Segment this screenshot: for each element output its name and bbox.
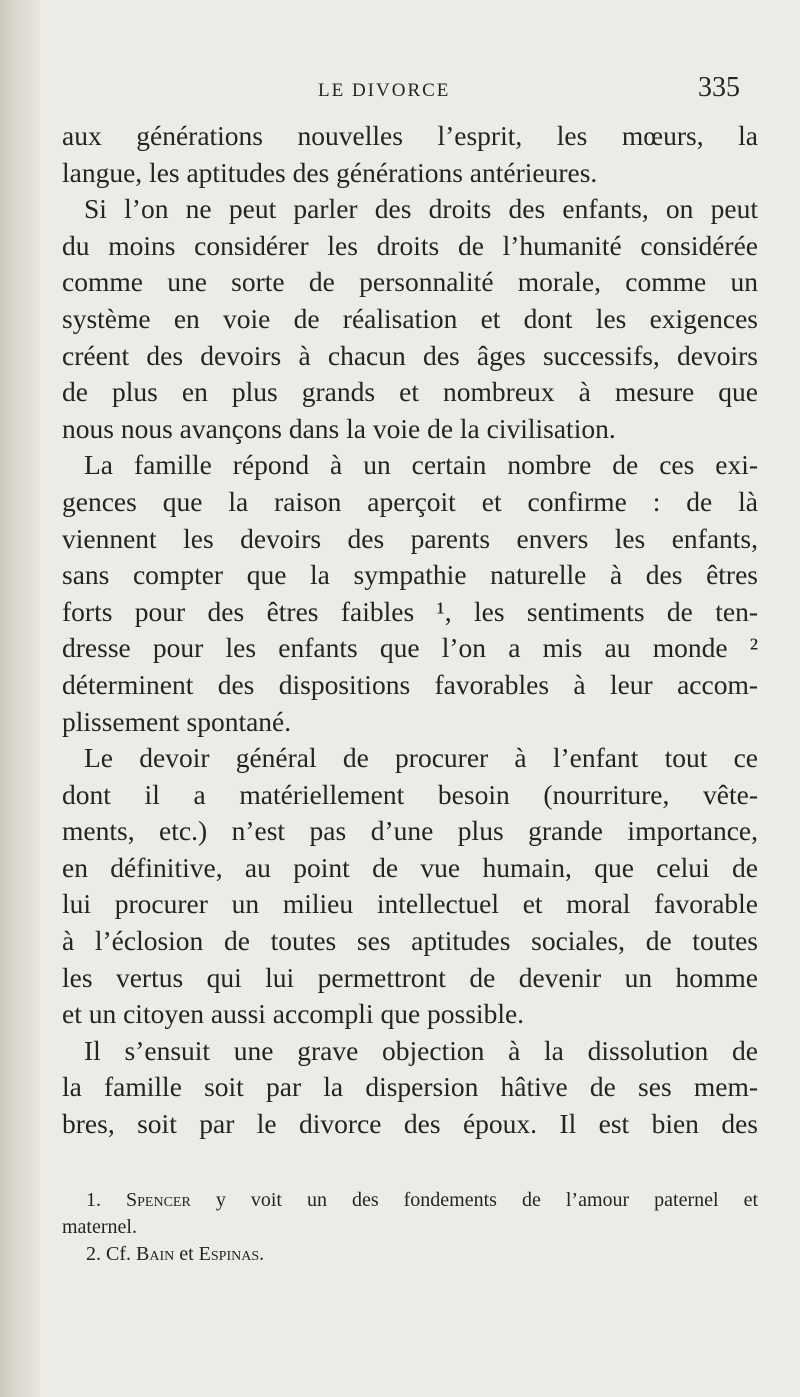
text-line: La famille répond à un certain nombre de ces exi- [84,449,758,481]
text-line: créent des devoirs à chacun des âges successifs, devoirs [62,339,758,371]
body-text [62,118,758,1143]
text-line: dont il a matériellement besoin (nourriture, vête- [62,778,758,810]
footnote-2 [62,1241,758,1268]
text-line: nous nous avançons dans la voie de la civilisation. [62,412,616,444]
footnote-text: y voit un des fondements de l’amour paternel et [215,1189,759,1211]
footnotes [62,1187,758,1268]
text-line: forts pour des êtres faibles ¹, les sentiments de ten- [62,595,758,627]
text-line: système en voie de réalisation et dont les exigences [62,302,758,334]
text-line: gences que la raison aperçoit et confirme : de là [62,485,758,517]
text-line: ments, etc.) n’est pas d’une plus grande importance, [62,815,758,847]
page-header [0,66,800,116]
text-line: aux générations nouvelles l’esprit, les mœurs, la [62,120,758,151]
text-line: Si l’on ne peut parler des droits des enfants, on peut [84,193,758,225]
footnote-1 [62,1187,758,1214]
text-line: en définitive, au point de vue humain, que celui de [62,851,758,883]
text-line: Il s’ensuit une grave objection à la dissolution de [84,1034,758,1066]
footnote-1-continuation: maternel. [62,1216,137,1238]
text-line: Le devoir général de procurer à l’enfant tout ce [84,742,758,774]
footnote-text: Cf. [106,1243,131,1265]
text-line: lui procurer un milieu intellectuel et moral favorable [62,888,758,920]
text-line: bres, soit par le divorce des époux. Il est bien des [62,1108,758,1140]
footnote-text: et [179,1243,194,1265]
text-line: langue, les aptitudes des générations antérieures. [62,156,598,188]
running-head: LE DIVORCE [318,80,451,101]
text-line: et un citoyen aussi accompli que possible. [62,998,525,1030]
text-line: viennent les devoirs des parents envers les enfants, [62,522,758,554]
text-line: déterminent des dispositions favorables à leur accom- [62,668,758,700]
text-line: les vertus qui lui permettront de devenir un homme [62,961,758,993]
footnote-author: Spencer [126,1189,191,1211]
text-line: du moins considérer les droits de l’humanité considérée [62,229,758,261]
text-line: la famille soit par la dispersion hâtive de ses mem- [62,1071,758,1103]
footnote-author: Espinas. [198,1243,265,1265]
text-line: dresse pour les enfants que l’on a mis au monde ² [62,632,758,664]
text-line: à l’éclosion de toutes ses aptitudes sociales, de toutes [62,925,758,957]
footnote-number: 1. [86,1189,101,1211]
text-line: comme une sorte de personnalité morale, comme un [62,266,758,298]
text-line: de plus en plus grands et nombreux à mesure que [62,376,758,408]
page-number: 335 [698,72,740,103]
text-line: sans compter que la sympathie naturelle à des êtres [62,559,758,591]
text-line: plissement spontané. [62,705,292,737]
footnote-author: Bain [136,1243,175,1265]
footnote-number: 2. [86,1243,101,1265]
